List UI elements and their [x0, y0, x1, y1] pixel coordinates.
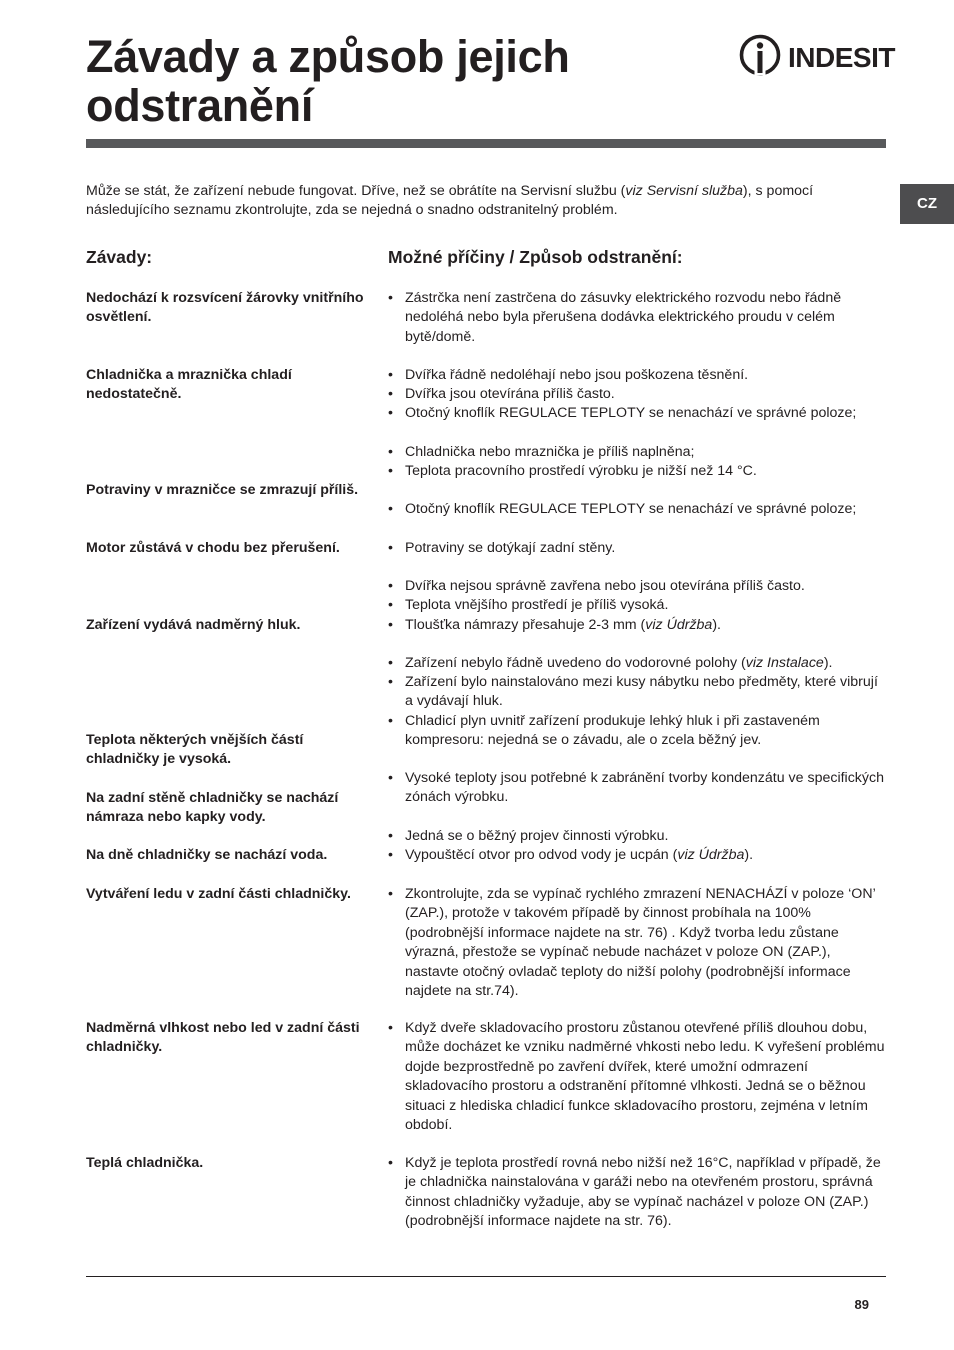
fault-item: Vytváření ledu v zadní části chladničky.	[86, 886, 351, 902]
cause-item: • Chladnička nebo mraznička je příliš naplněna;	[388, 444, 695, 460]
fault-item: Chladnička a mraznička chladí nedostatečně.	[86, 367, 292, 403]
cause-item: • Dvířka řádně nedoléhají nebo jsou poškozena těsnění.	[388, 367, 749, 383]
cause-item: • Otočný knoflík REGULACE TEPLOTY se nenachází ve správné poloze;	[388, 405, 857, 421]
fault-item: Na dně chladničky se nachází voda.	[86, 847, 328, 863]
indesit-logo	[738, 33, 903, 79]
cause-item: • Otočný knoflík REGULACE TEPLOTY se nenachází ve správné poloze;	[388, 501, 857, 517]
cause-item: • Zkontrolujte, zda se vypínač rychlého zmrazení NENACHÁZÍ v poloze ‘ON’ (ZAP.), protože v takovém případě by činnost probíhala na 100% (podrobnější informace najdete na str. 76) . Když tvorba ledu zůstane výrazná, přestože se vypínač nebude nacházet v poloze ON (ZAP.), nastavte otočný ovladač teploty do nižší polohy (podrobnější informace najdete na str.74).	[388, 886, 876, 1000]
cause-item: • Vysoké teploty jsou potřebné k zabránění tvorby kondenzátu ve specifických zónách výrobku.	[388, 770, 884, 806]
cause-item: • Když dveře skladovacího prostoru zůstanou otevřené příliš dlouhou dobu, může docházet ke vzniku nadměrné vhkosti nebo ledu. K vyřešení problému dojde bezprostředně po zavření dvířek, které umožní odmrazení skladovacího prostoru a odstranění přítomné vlhkosti. Jedná se o běžnou situaci z hlediska chladicí funkce skladovacího prostoru, zejména v letním období.	[388, 1020, 885, 1134]
fault-item: Nadměrná vlhkost nebo led v zadní části chladničky.	[86, 1020, 360, 1056]
intro-text: Může se stát, že zařízení nebude fungovat. Dříve, než se obrátíte na Servisní službu (viz Servisní služba), s pomocí následujícího seznamu zkontrolujte, zda se nejedná o snadno odstranitelný problém.	[86, 183, 814, 219]
fault-item: Motor zůstává v chodu bez přerušení.	[86, 540, 340, 556]
fault-item: Teplá chladnička.	[86, 1155, 204, 1171]
cause-item: • Teplota vnějšího prostředí je příliš vysoká.	[388, 597, 669, 613]
title-line-2: odstranění	[86, 80, 314, 131]
fault-item: Potraviny v mrazničce se zmrazují příliš.	[86, 482, 359, 498]
cause-item: • Zástrčka není zastrčena do zásuvky elektrického rozvodu nebo řádně nedoléhá nebo byla přerušena dodávka elektrického proudu v celém bytě/domě.	[388, 290, 842, 345]
svg-text:INDESIT: INDESIT	[788, 42, 895, 73]
cause-item: • Zařízení bylo nainstalováno mezi kusy nábytku nebo předměty, které vibrují a vydávají hluk.	[388, 674, 878, 710]
page-number: 89	[854, 1297, 869, 1312]
cause-item: • Vypouštěcí otvor pro odvod vody je ucpán (viz Údržba).	[388, 847, 754, 863]
cause-item: • Když je teplota prostředí rovná nebo nižší než 16°C, například v případě, že je chladnička nainstalována v garáži nebo na otevřeném prostoru, správná činnost chladničky vyžaduje, aby se vypínač nacházel v poloze ON (ZAP.) (podrobnější informace najdete na str. 76).	[388, 1155, 881, 1230]
cause-item: • Dvířka jsou otevírána příliš často.	[388, 386, 615, 402]
footer-rule	[86, 1276, 886, 1277]
faults-heading: Závady:	[86, 247, 153, 267]
language-tab: CZ	[900, 184, 954, 224]
cause-item: • Jedná se o běžný projev činnosti výrobku.	[388, 828, 669, 844]
page-title	[86, 32, 706, 130]
fault-item: Teplota některých vnějších částí chladničky je vysoká.	[86, 732, 304, 768]
cause-item: • Potraviny se dotýkají zadní stěny.	[388, 540, 616, 556]
fault-item: Nedochází k rozsvícení žárovky vnitřního osvětlení.	[86, 290, 364, 326]
title-rule	[86, 139, 886, 148]
fault-item: Zařízení vydává nadměrný hluk.	[86, 617, 301, 633]
fault-item: Na zadní stěně chladničky se nachází námraza nebo kapky vody.	[86, 790, 339, 826]
causes-heading: Možné příčiny / Způsob odstranění:	[388, 247, 683, 267]
cause-item: • Zařízení nebylo řádně uvedeno do vodorovné polohy (viz Instalace).	[388, 655, 833, 671]
cause-item: • Tloušťka námrazy přesahuje 2-3 mm (viz Údržba).	[388, 617, 721, 633]
cause-item: • Chladicí plyn uvnitř zařízení produkuje lehký hluk i při zastaveném kompresoru: nejedná se o závadu, ale o zcela běžný jev.	[388, 713, 820, 749]
title-line-1: Závady a způsob jejich	[86, 31, 570, 82]
cause-item: • Dvířka nejsou správně zavřena nebo jsou otevírána příliš často.	[388, 578, 805, 594]
cause-item: • Teplota pracovního prostředí výrobku je nižší než 14 °C.	[388, 463, 757, 479]
